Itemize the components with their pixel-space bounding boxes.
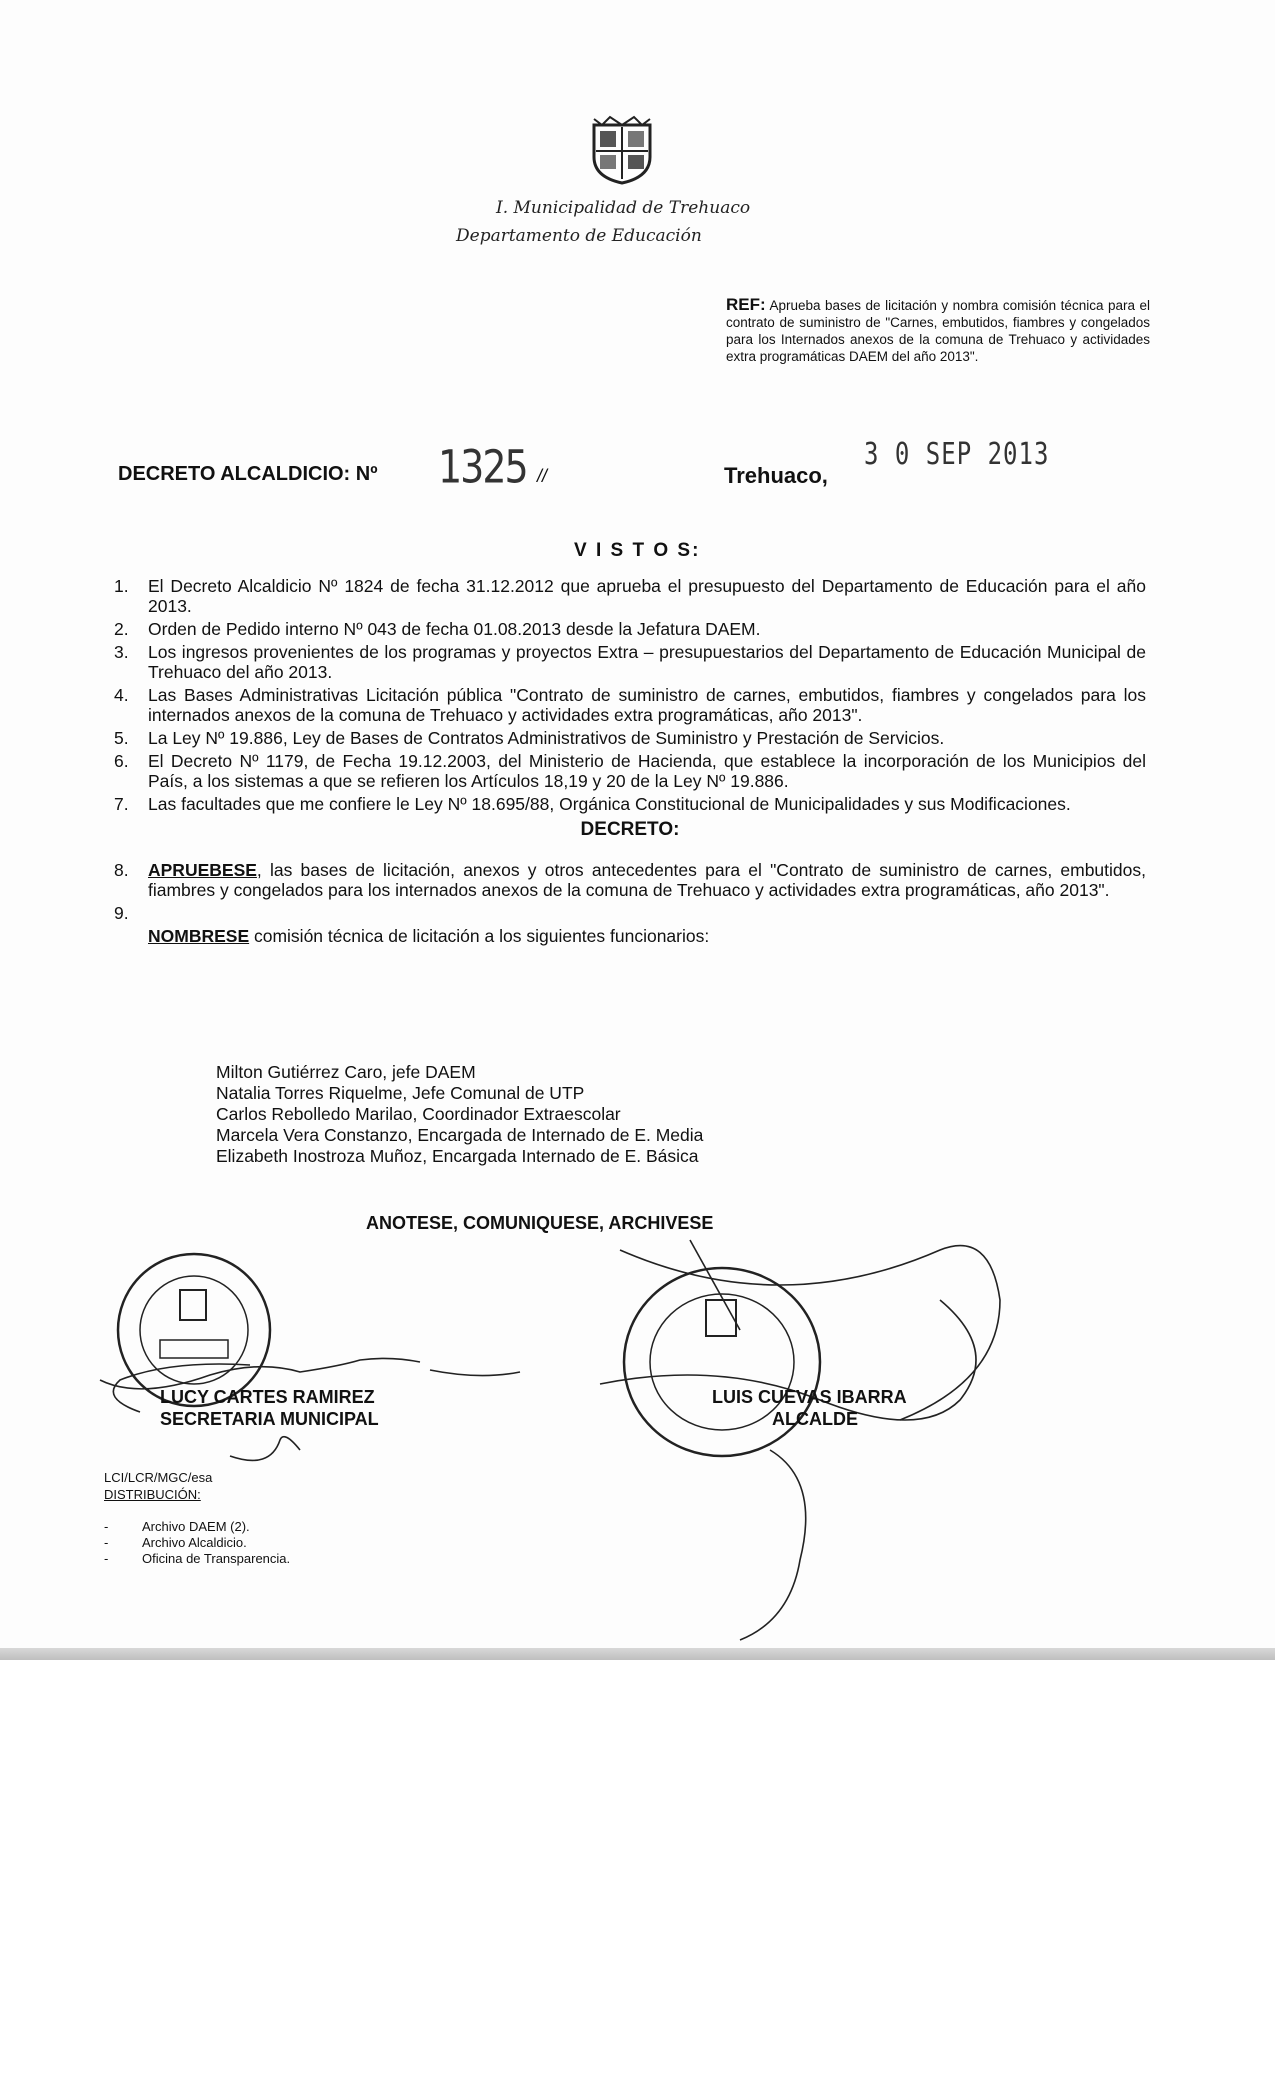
- distribution-title: DISTRIBUCIÓN:: [104, 1487, 201, 1502]
- mayor-name: LUIS CUEVAS IBARRA: [712, 1387, 907, 1407]
- list-item: 6. El Decreto Nº 1179, de Fecha 19.12.2003, del Ministerio de Hacienda, que establece la incorporación de los Municipios del País, a los sistemas a que se refieren los Artículos 18,19 y 20 de la Ley Nº 19.886.: [114, 751, 1146, 791]
- municipality-header: I. Municipalidad de Trehuaco: [496, 198, 751, 218]
- secretary-name: LUCY CARTES RAMIREZ: [160, 1387, 375, 1407]
- date-stamp: 3 0 SEP 2013: [864, 436, 1050, 472]
- list-item: - Oficina de Transparencia.: [104, 1551, 291, 1566]
- decreto-title: DECRETO:: [580, 819, 680, 840]
- distribution-block: [104, 1487, 290, 1567]
- initials-line: LCI/LCR/MGC/esa: [104, 1470, 213, 1485]
- closing-formula: ANOTESE, COMUNIQUESE, ARCHIVESE: [366, 1213, 714, 1233]
- list-item: Elizabeth Inostroza Muñoz, Encargada Internado de E. Básica: [216, 1146, 699, 1166]
- list-item: Natalia Torres Riquelme, Jefe Comunal de UTP: [216, 1083, 585, 1103]
- list-item: Milton Gutiérrez Caro, jefe DAEM: [216, 1062, 476, 1082]
- secretary-signature-block: [160, 1386, 379, 1430]
- list-item: 2. Orden de Pedido interno Nº 043 de fecha 01.08.2013 desde la Jefatura DAEM.: [114, 619, 761, 639]
- list-item: 5. La Ley Nº 19.886, Ley de Bases de Contratos Administrativos de Suministro y Prestación de Servicios.: [114, 728, 945, 748]
- secretary-title: SECRETARIA MUNICIPAL: [160, 1409, 379, 1429]
- mayor-title: ALCALDE: [772, 1409, 858, 1429]
- list-item: 3. Los ingresos provenientes de los programas y proyectos Extra – presupuestarios del Departamento de Educación Municipal de Trehuaco del año 2013.: [114, 642, 1146, 682]
- ref-text: Aprueba bases de licitación y nombra comisión técnica para el contrato de suministro de "Carnes, embutidos, fiambres y congelados para los Internados anexos de la comuna de Trehuaco y actividades extra programáticas DAEM del año 2013".: [726, 298, 1151, 364]
- department-header: Departamento de Educación: [456, 226, 702, 246]
- list-item: - Archivo DAEM (2).: [104, 1519, 250, 1534]
- vistos-title: V I S T O S:: [574, 540, 701, 561]
- list-item: 8. APRUEBESE, las bases de licitación, anexos y otros antecedentes para el "Contrato de suministro de carnes, embutidos, fiambres y congelados para los internados anexos de la comuna de Trehuaco y actividades extra programáticas, año 2013".: [114, 860, 1146, 900]
- list-item: - Archivo Alcaldicio.: [104, 1535, 247, 1550]
- apruebese-keyword: APRUEBESE: [148, 860, 257, 880]
- mayor-signature-block: [712, 1386, 907, 1430]
- list-item: 9.: [114, 903, 129, 923]
- decree-number-handwritten: 1325: [438, 440, 527, 494]
- list-item: 7. Las facultades que me confiere le Ley Nº 18.695/88, Orgánica Constitucional de Municipalidades y sus Modificaciones.: [114, 794, 1071, 814]
- decree-place: Trehuaco,: [724, 463, 828, 488]
- list-item: 1. El Decreto Alcaldicio Nº 1824 de fecha 31.12.2012 que aprueba el presupuesto del Departamento de Educación para el año 2013.: [114, 576, 1146, 616]
- list-item: 4. Las Bases Administrativas Licitación pública "Contrato de suministro de carnes, embutidos, fiambres y congelados para los internados anexos de la comuna de Trehuaco y actividades extra programáticas, año 2013".: [114, 685, 1146, 725]
- list-item: NOMBRESE comisión técnica de licitación a los siguientes funcionarios:: [148, 926, 710, 946]
- decree-slash: //: [537, 466, 548, 486]
- nombrese-keyword: NOMBRESE: [148, 926, 250, 946]
- list-item: Marcela Vera Constanzo, Encargada de Internado de E. Media: [216, 1125, 704, 1145]
- ref-label: REF:: [726, 295, 766, 314]
- signature-strokes-icon: [100, 1240, 1000, 1640]
- decree-label: DECRETO ALCALDICIO: Nº: [118, 463, 378, 485]
- list-item: Carlos Rebolledo Marilao, Coordinador Extraescolar: [216, 1104, 621, 1124]
- secretary-seal-icon: [118, 1254, 270, 1406]
